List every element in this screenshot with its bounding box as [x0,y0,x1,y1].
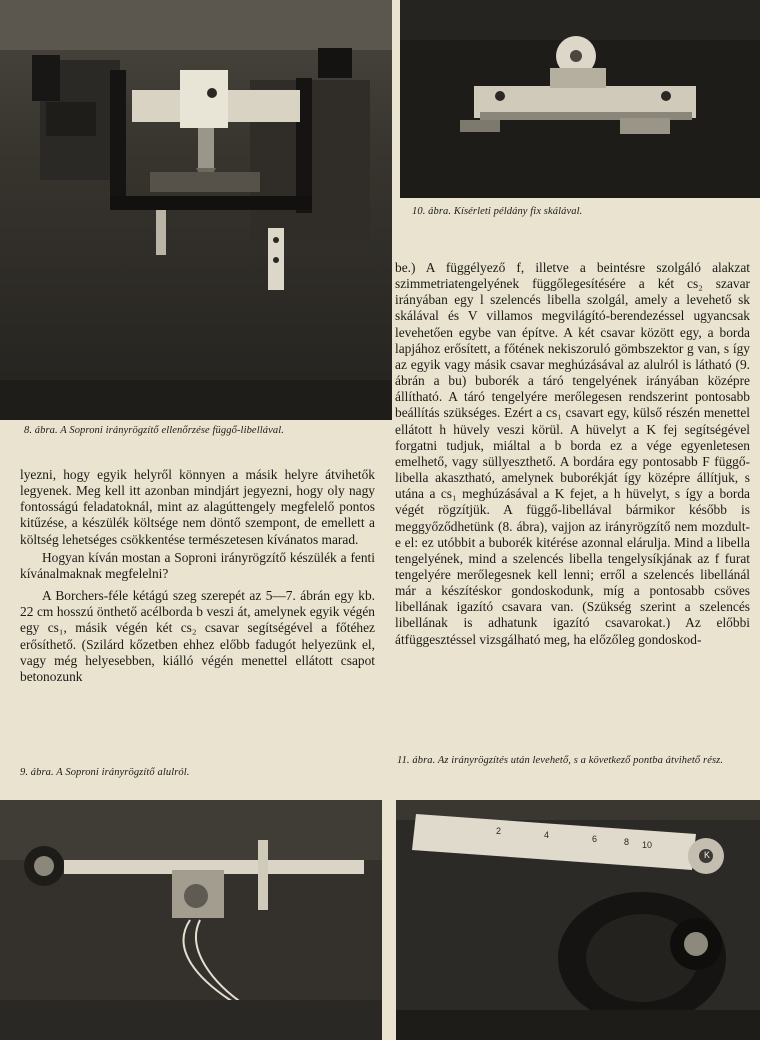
right-paragraph-1: be.) A függélyező f, illetve a beintésre szolgáló alakzat szimmetriatengelyének függőlegesítésére a két cs₂ szavar irányában egy l szelencés libella szolgál, amely a levehető sk skálával és V villamos megvilágító-berendezéssel ugyancsak levehetően egybe van építve. A két csavar között egy, a borda lapjához erősített, a főtének nekiszoruló gömbszektor g van, s így az egyik vagy másik csavar meghúzásával az alulról is látható (9. ábrán a bu) buborék a táró tengelyének irányában középre állítható. A táró tengelyére merőlegesen rendszerint pontosabb beállítás szükséges. Ezért a cs₁ csavart egy, külső részén menettel ellátott h hüvely veszi körül. A hüvelyt a K fej segítségével forgatni tudjuk, miáltal a b borda ez a vége egyenletesen emelhető, vagy süllyeszthető. A bordára egy pontosabb F függő-libella akasztható, amelynek buborékját így középre állítjuk, s utána a cs₁ meghúzásával a K fejet, a h hüvelyt, s így a borda végét rögzítjük. A függő-libellával bármikor később is meggyőződhetünk (8. ábra), vajjon az irányrögzítő nem mozdult-e el: ez utóbbit a buborék kitérése azonnal elárulja. Mind a libella tengelyének, mind a szelencés libella tengelysíkjának az f furat tengelyére merőlegesnek kell lenni; erről a szelencés libellánál már a készítéskor gondoskodunk, míg a pontosabb csöves libellának igazító csavara van. (Szükség szerint a szelencés libellának is adhatunk igazító csavarokat.) Az előbbi átfüggesztéssel vizsgálható meg, ha előzőleg gondoskod- [395,260,750,647]
scale-mark-8: 8 [624,837,630,847]
scale-mark-10: 10 [642,840,653,850]
figure-9-caption: 9. ábra. A Soproni irányrögzítő alulról. [20,767,190,778]
left-column-text [20,467,375,685]
figure-10-caption: 10. ábra. Kísérleti példány fix skálával. [412,206,583,217]
figure-8-photo [0,0,392,420]
right-column-text [395,260,750,648]
left-paragraph-3: A Borchers-féle kétágú szeg szerepét az 5—7. ábrán egy kb. 22 cm hosszú önthető acélborda b veszi át, amelynek egyik végén egy cs₁, másik végén két cs₂ csavar segítségével a főtéhez erősíthető. (Szilárd kőzetben ehhez előbb fadugót helyezünk el, vagy még helyesebben, kiálló végén menettel ellátott csapot betonozunk [20,588,375,684]
figure-11-scale-labels [396,800,760,880]
left-paragraph-1: lyezni, hogy egyik helyről könnyen a másik helyre átvihetők legyenek. Meg kell itt azonban mindjárt jegyezni, hogy oly nagy fontosságú feladatoknál, mint az alagúttengely megfelelő pontos kitűzése, a készülék költsége nem döntő szempont, de emellett a költség lehetséges csökkentése természetesen kívánatos marad. [20,467,375,547]
scale-mark-6: 6 [592,834,598,844]
figure-10-photo [400,0,760,198]
left-paragraph-2: Hogyan kíván mostan a Soproni irányrögzítő készülék a fenti kívánalmaknak megfelelni? [20,549,375,581]
figure-9-photo [0,800,382,1040]
scale-mark-k: K [704,850,711,860]
scale-mark-2: 2 [496,826,502,836]
figure-11-caption-text: 11. ábra. Az irányrögzítés után levehető, s a következő pontba átvihető rész. [397,755,724,766]
figure-8-caption: 8. ábra. A Soproni irányrögzítő ellenőrzése függő-libellával. [24,425,284,436]
scale-mark-4: 4 [544,830,550,840]
figure-11-caption [397,754,752,767]
figure-11-photo [396,800,760,1040]
